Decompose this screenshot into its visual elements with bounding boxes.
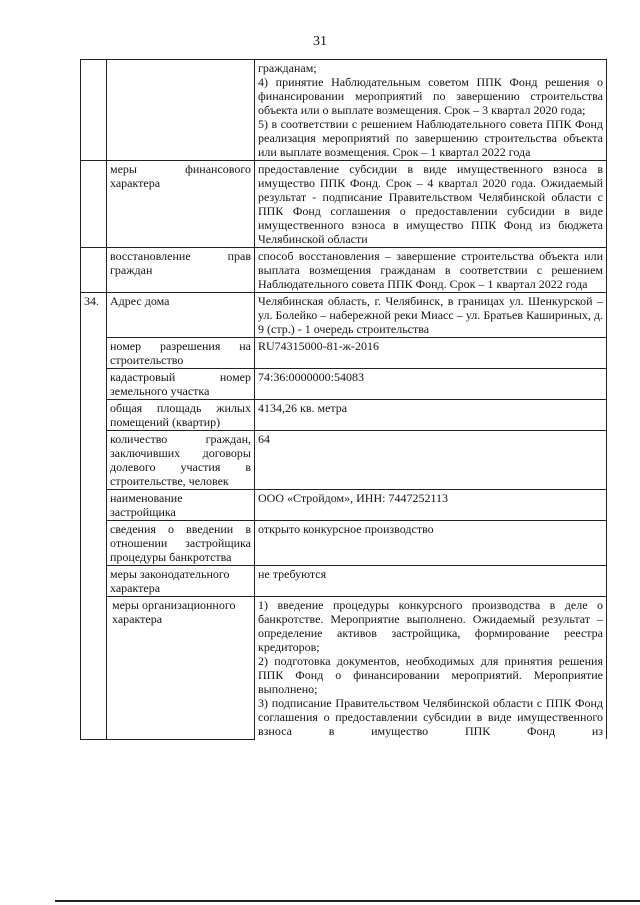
- table-row-developer: [81, 490, 607, 521]
- table-row-financial: [81, 161, 607, 248]
- measure-item: 5) в соответствии с решением Наблюдательного совета ППК Фонд реализация мероприятий по завершению строительства объекта или выплате возмещения. Срок – 1 квартал 2022 года: [258, 117, 603, 159]
- measure-item: 1) введение процедуры конкурсного производства в деле о банкротстве. Мероприятие выполнено. Ожидаемый результат – определение активов застройщика, формирование реестра кредиторов;: [258, 598, 603, 654]
- table-row-organizational: [81, 597, 607, 740]
- row-value: 74:36:0000000:54083: [255, 369, 607, 400]
- measure-item: 4) принятие Наблюдательным советом ППК Фонд решения о финансировании мероприятий по завершению строительства объекта или о выплате возмещения. Срок – 3 квартал 2020 года;: [258, 75, 603, 117]
- number-cell: [81, 60, 107, 161]
- row-value: ООО «Стройдом», ИНН: 7447252113: [255, 490, 607, 521]
- row-value: не требуются: [255, 566, 607, 597]
- row-value: 64: [255, 431, 607, 490]
- row-value: открыто конкурсное производство: [255, 521, 607, 566]
- row-label: наименование застройщика: [107, 490, 255, 521]
- number-cell: [81, 248, 107, 293]
- measure-item: 3) подписание Правительством Челябинской области с ППК Фонд соглашения о предоставлении субсидии в виде имущественного взноса в имущество ППК Фонд из: [258, 696, 603, 738]
- measure-item: 2) подготовка документов, необходимых для принятия решения ППК Фонд о финансировании мероприятий. Мероприятие выполнено;: [258, 654, 603, 696]
- value-cell: [255, 60, 607, 161]
- measures-table: [80, 59, 607, 740]
- table-row-legislative: [81, 566, 607, 597]
- table-row-citizens: [81, 431, 607, 490]
- row-label: меры законодательного характера: [107, 566, 255, 597]
- table-row-cadastral: [81, 369, 607, 400]
- table-row-bankruptcy: [81, 521, 607, 566]
- row-value: предоставление субсидии в виде имущественного взноса в имущество ППК Фонд. Срок – 4 квартал 2020 года. Ожидаемый результат - подписание Правительством Челябинской области с ППК Фонд соглашения о предоставлении субсидии в виде имущественного взноса в имущество ППК Фонд из бюджета Челябинской области: [255, 161, 607, 248]
- table-row-permit: [81, 338, 607, 369]
- record-number: 34.: [81, 293, 107, 740]
- row-label: номер разрешения на строительство: [107, 338, 255, 369]
- row-label: кадастровый номер земельного участка: [107, 369, 255, 400]
- row-value: Челябинская область, г. Челябинск, в границах ул. Шенкурской – ул. Болейко – набережной реки Миасс – ул. Братьев Кашириных, д. 9 (стр.) - 1 очередь строительства: [255, 293, 607, 338]
- row-value: [255, 597, 607, 740]
- row-value: способ восстановления – завершение строительства объекта или выплата возмещения гражданам в соответствии с решением Наблюдательного совета ППК Фонд. Срок – 1 квартал 2022 года: [255, 248, 607, 293]
- measure-item: гражданам;: [258, 61, 317, 75]
- row-label: меры финансового характера: [107, 161, 255, 248]
- row-label: восстановление прав граждан: [107, 248, 255, 293]
- page-number: 31: [313, 34, 327, 49]
- row-label: общая площадь жилых помещений (квартир): [107, 400, 255, 431]
- table-row-restore: [81, 248, 607, 293]
- row-label: Адрес дома: [107, 293, 255, 338]
- row-label: количество граждан, заключивших договоры долевого участия в строительстве, человек: [107, 431, 255, 490]
- row-label: меры организационного характера: [107, 597, 255, 740]
- table-row-address: [81, 293, 607, 338]
- row-value: 4134,26 кв. метра: [255, 400, 607, 431]
- row-value: RU74315000-81-ж-2016: [255, 338, 607, 369]
- label-cell: [107, 60, 255, 161]
- row-label: сведения о введении в отношении застройщика процедуры банкротства: [107, 521, 255, 566]
- page-bottom-rule: [55, 900, 640, 902]
- table-row-continuation: [81, 60, 607, 161]
- number-cell: [81, 161, 107, 248]
- table-row-area: [81, 400, 607, 431]
